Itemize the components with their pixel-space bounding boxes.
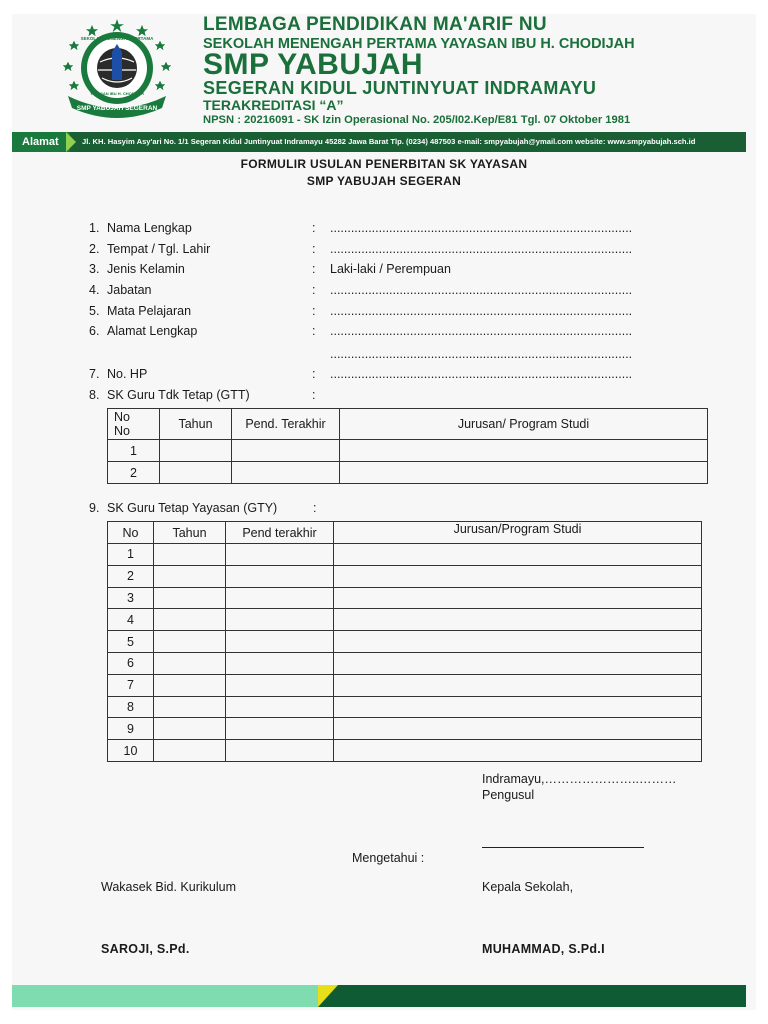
cell-tahun[interactable]: [154, 631, 226, 653]
table-row: [108, 565, 702, 587]
table-row: [108, 718, 702, 740]
vice-principal-name: SAROJI, S.Pd.: [101, 942, 190, 956]
npsn-line: NPSN : 20216091 - SK Izin Operasional No. 205/I02.Kep/E81 Tgl. 07 Oktober 1981: [203, 114, 631, 126]
field-3-label: Jenis Kelamin: [107, 262, 185, 276]
cell-jurusan[interactable]: [334, 587, 702, 609]
field-5-number: 5.: [89, 304, 100, 318]
gtt-table: [107, 408, 708, 484]
cell-pendidikan[interactable]: [226, 544, 334, 566]
table-row: [108, 609, 702, 631]
cell-pendidikan[interactable]: [226, 587, 334, 609]
row-number: 2: [108, 565, 154, 587]
cell-pendidikan[interactable]: [226, 718, 334, 740]
form-title: FORMULIR USULAN PENERBITAN SK YAYASAN: [240, 157, 528, 171]
table-row: [108, 652, 702, 674]
field-2-colon: :: [312, 242, 316, 256]
field-3-number: 3.: [89, 262, 100, 276]
cell-tahun[interactable]: [160, 462, 232, 484]
school-logo: [50, 16, 184, 120]
form-subtitle: SMP YABUJAH SEGERAN: [306, 174, 462, 188]
header-pendidikan: Pend terakhir: [226, 522, 334, 544]
field-8-value[interactable]: .......................................................................................: [330, 367, 633, 381]
row-number: 1: [108, 544, 154, 566]
cell-jurusan[interactable]: [340, 462, 708, 484]
cell-jurusan[interactable]: [334, 674, 702, 696]
table-row: [108, 740, 702, 762]
cell-pendidikan[interactable]: [226, 674, 334, 696]
cell-jurusan[interactable]: [334, 718, 702, 740]
field-5-colon: :: [312, 304, 316, 318]
field-1-number: 1.: [89, 221, 100, 235]
gtt-number: 8.: [89, 388, 100, 402]
organization-name: LEMBAGA PENDIDIKAN MA'ARIF NU: [203, 14, 547, 35]
field-2-number: 2.: [89, 242, 100, 256]
field-5-label: Mata Pelajaran: [107, 304, 192, 318]
cell-jurusan[interactable]: [334, 544, 702, 566]
field-5-value[interactable]: .......................................................................................: [330, 304, 633, 318]
field-4-value[interactable]: .......................................................................................: [330, 283, 633, 297]
cell-tahun[interactable]: [160, 440, 232, 462]
row-number: 2: [108, 462, 160, 484]
table-row: [108, 587, 702, 609]
address-text: Jl. KH. Hasyim Asy'ari No. 1/1 Segeran Kidul Juntinyuat Indramayu 45282 Jawa Barat Tlp. (0234) 487503 e-mail: smpyabujah@ymail.com website: www.smpyabujah.sch.id: [82, 137, 696, 146]
field-7-value[interactable]: .......................................................................................: [330, 347, 633, 361]
cell-pendidikan[interactable]: [226, 631, 334, 653]
cell-jurusan[interactable]: [334, 740, 702, 762]
field-4-number: 4.: [89, 283, 100, 297]
field-6-number: 6.: [89, 324, 100, 338]
chevron-right-icon: [66, 132, 76, 152]
svg-text:YAYASAN IBU H. CHODIJAH: YAYASAN IBU H. CHODIJAH: [90, 91, 144, 96]
acknowledged-label: Mengetahui :: [352, 851, 425, 865]
svg-text:SEKOLAH MENENGAH PERTAMA: SEKOLAH MENENGAH PERTAMA: [80, 36, 154, 41]
cell-jurusan[interactable]: [334, 696, 702, 718]
field-8-label: No. HP: [107, 367, 148, 381]
header-jurusan: Jurusan/Program Studi: [334, 522, 702, 544]
field-1-value[interactable]: .......................................................................................: [330, 221, 633, 235]
school-location: SEGERAN KIDUL JUNTINYUAT INDRAMAYU: [203, 78, 597, 98]
cell-pendidikan[interactable]: [226, 565, 334, 587]
cell-tahun[interactable]: [154, 652, 226, 674]
address-label: Alamat: [12, 132, 70, 152]
header-no: No: [108, 522, 154, 544]
school-short-name: SMP YABUJAH: [203, 48, 424, 81]
cell-jurusan[interactable]: [334, 652, 702, 674]
gty-label: SK Guru Tetap Yayasan (GTY): [107, 501, 278, 515]
field-1-label: Nama Lengkap: [107, 221, 192, 235]
place-date: Indramayu,…………………..………: [482, 772, 677, 786]
row-number: 10: [108, 740, 154, 762]
field-6-colon: :: [312, 324, 316, 338]
cell-tahun[interactable]: [154, 587, 226, 609]
table-row: [108, 696, 702, 718]
gtt-colon: :: [312, 388, 316, 402]
cell-pendidikan[interactable]: [232, 462, 340, 484]
proposer-title: Pengusul: [482, 788, 535, 802]
header-jurusan: Jurusan/ Program Studi: [340, 409, 708, 440]
gty-colon: :: [313, 501, 317, 515]
school-full-name: SEKOLAH MENENGAH PERTAMA YAYASAN IBU H. CHODIJAH: [203, 36, 635, 52]
field-2-value[interactable]: .......................................................................................: [330, 242, 633, 256]
cell-pendidikan[interactable]: [226, 609, 334, 631]
table-row: [108, 631, 702, 653]
header-no: No No: [108, 409, 160, 440]
table-row: [108, 462, 708, 484]
footer-bar-light: [12, 985, 318, 1007]
field-6-label: Alamat Lengkap: [107, 324, 198, 338]
table-header-row: [108, 522, 702, 544]
row-number: 5: [108, 631, 154, 653]
header-tahun: Tahun: [154, 522, 226, 544]
proposer-signature-line: [482, 847, 644, 848]
cell-jurusan[interactable]: [340, 440, 708, 462]
field-8-number: 7.: [89, 367, 100, 381]
table-row: [108, 544, 702, 566]
cell-jurusan[interactable]: [334, 609, 702, 631]
vice-principal-title: Wakasek Bid. Kurikulum: [101, 880, 236, 894]
table-row: [108, 674, 702, 696]
field-4-label: Jabatan: [107, 283, 152, 297]
principal-name: MUHAMMAD, S.Pd.I: [482, 942, 605, 956]
field-3-value[interactable]: Laki-laki / Perempuan: [330, 262, 451, 276]
svg-text:SMP YABUJAH SEGERAN: SMP YABUJAH SEGERAN: [76, 105, 158, 112]
field-6-value[interactable]: .......................................................................................: [330, 324, 633, 338]
cell-tahun[interactable]: [154, 674, 226, 696]
row-number: 8: [108, 696, 154, 718]
principal-title: Kepala Sekolah,: [482, 880, 574, 894]
field-3-colon: :: [312, 262, 316, 276]
row-number: 9: [108, 718, 154, 740]
header-tahun: Tahun: [160, 409, 232, 440]
field-1-colon: :: [312, 221, 316, 235]
row-number: 4: [108, 609, 154, 631]
row-number: 1: [108, 440, 160, 462]
cell-tahun[interactable]: [154, 544, 226, 566]
cell-tahun[interactable]: [154, 718, 226, 740]
row-number: 7: [108, 674, 154, 696]
row-number: 6: [108, 652, 154, 674]
cell-pendidikan[interactable]: [226, 696, 334, 718]
gty-number: 9.: [89, 501, 100, 515]
accreditation: TERAKREDITASI “A”: [203, 97, 344, 113]
gtt-label: SK Guru Tdk Tetap (GTT): [107, 388, 250, 402]
cell-pendidikan[interactable]: [226, 652, 334, 674]
header-pendidikan: Pend. Terakhir: [232, 409, 340, 440]
cell-pendidikan[interactable]: [226, 740, 334, 762]
footer-accent-stripe: [318, 985, 338, 1007]
cell-tahun[interactable]: [154, 696, 226, 718]
cell-pendidikan[interactable]: [232, 440, 340, 462]
footer-bar-dark: [318, 985, 746, 1007]
table-header-row: [108, 409, 708, 440]
cell-tahun[interactable]: [154, 565, 226, 587]
gty-table: [107, 521, 702, 762]
cell-jurusan[interactable]: [334, 631, 702, 653]
cell-tahun[interactable]: [154, 609, 226, 631]
field-4-colon: :: [312, 283, 316, 297]
cell-jurusan[interactable]: [334, 565, 702, 587]
field-8-colon: :: [312, 367, 316, 381]
table-row: [108, 440, 708, 462]
field-2-label: Tempat / Tgl. Lahir: [107, 242, 211, 256]
row-number: 3: [108, 587, 154, 609]
cell-tahun[interactable]: [154, 740, 226, 762]
